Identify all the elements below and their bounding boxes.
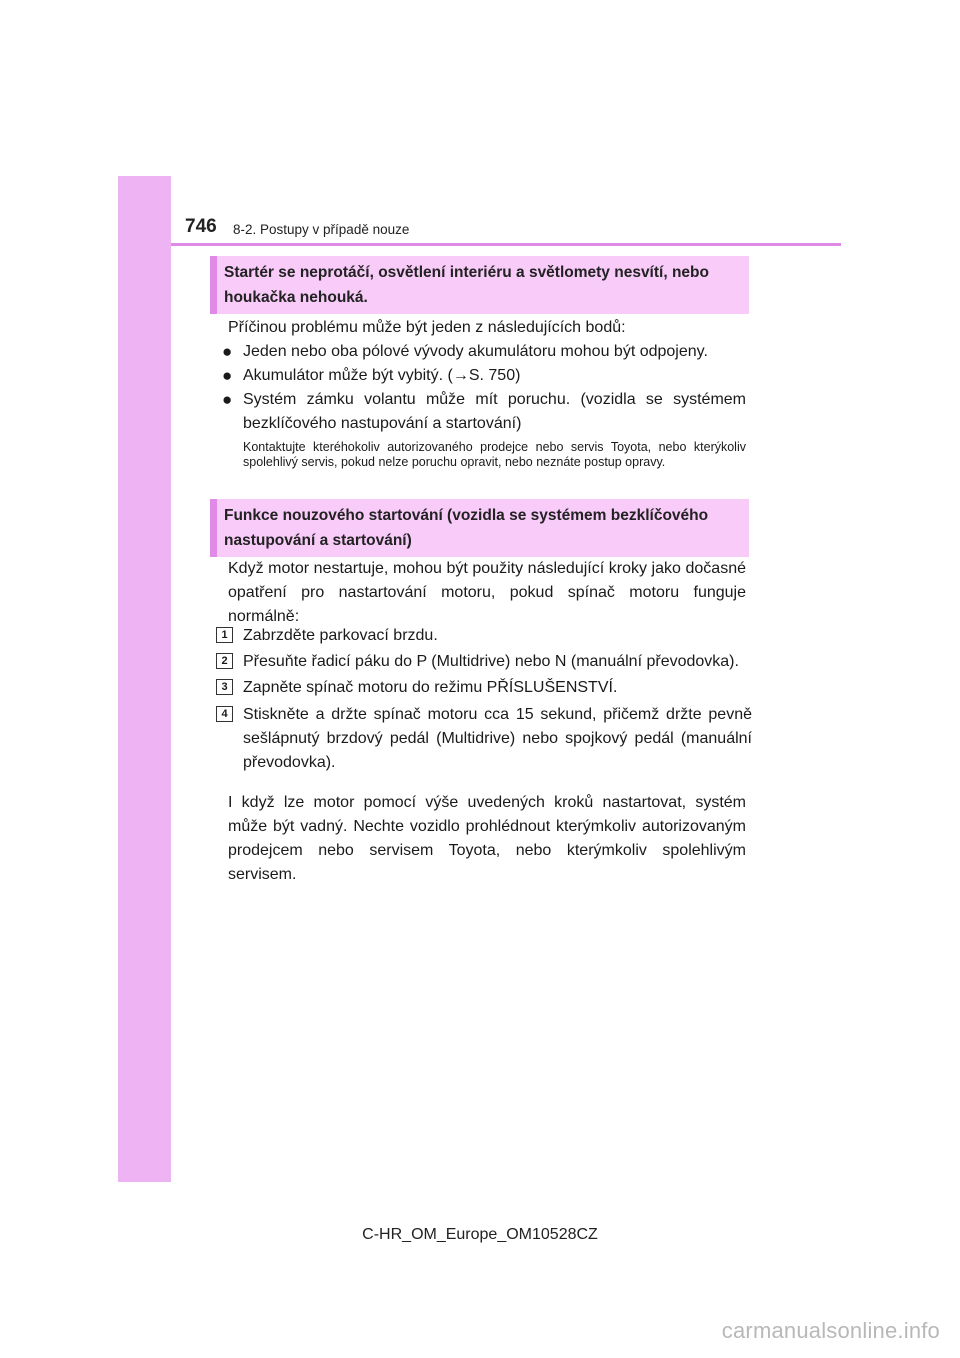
header-rule (171, 243, 841, 246)
bullet-icon: ● (222, 342, 233, 361)
note-text: Kontaktujte kteréhokoliv autorizovaného prodejce nebo servis Toyota, nebo kterýkoliv spolehlivý servis, pokud nelze poruchu opravit, nebo neznáte postup opravy. (243, 440, 746, 469)
section-title: 8-2. Postupy v případě nouze (233, 222, 410, 237)
step-text: Stiskněte a držte spínač motoru cca 15 sekund, přičemž držte pevně sešlápnutý brzdový pedál (Multidrive) nebo spojkový pedál (manuální převodovka). (243, 706, 752, 771)
bullet-text: Jeden nebo oba pólové vývody akumulátoru mohou být odpojeny. (243, 343, 708, 360)
document-code: C-HR_OM_Europe_OM10528CZ (362, 1226, 598, 1243)
step-item (216, 650, 752, 674)
step-item (216, 703, 752, 775)
intro-text: Když motor nestartuje, mohou být použity následující kroky jako dočasné opatření pro nastartování motoru, pokud spínač motoru funguje normálně: (228, 560, 746, 625)
chapter-side-tab (118, 176, 171, 1182)
page-number: 746 (185, 216, 217, 237)
step-number-badge: 2 (216, 653, 233, 669)
bullet-icon: ● (222, 390, 233, 409)
bullet-item (222, 364, 746, 388)
step-number-badge: 1 (216, 627, 233, 643)
bullet-text: Systém zámku volantu může mít poruchu. (vozidla se systémem bezklíčového nastupování a startování) (243, 391, 746, 432)
step-text: Zapněte spínač motoru do režimu PŘÍSLUŠENSTVÍ. (243, 679, 618, 696)
bullet-item (222, 340, 746, 364)
step-item (216, 676, 752, 700)
closing-text: I když lze motor pomocí výše uvedených kroků nastartovat, systém může být vadný. Nechte vozidlo prohlédnout kterýmkoliv autorizovaným prodejcem nebo servisem Toyota, nebo kterýmkoliv spolehlivým servisem. (228, 794, 746, 883)
watermark: carmanualsonline.info (721, 1318, 940, 1343)
step-item (216, 624, 752, 648)
step-text: Přesuňte řadicí páku do P (Multidrive) nebo N (manuální převodovka). (243, 653, 739, 670)
bullet-icon: ● (222, 366, 233, 385)
section-heading-starter: Startér se neprotáčí, osvětlení interiéru a světlomety nesvítí, nebo houkačka nehouká. (210, 256, 749, 314)
bullet-text: Akumulátor může být vybitý. (→S. 750) (243, 367, 521, 384)
step-text: Zabrzděte parkovací brzdu. (243, 627, 438, 644)
intro-text: Příčinou problému může být jeden z následujících bodů: (228, 319, 626, 336)
bullet-item (222, 388, 746, 436)
step-number-badge: 3 (216, 679, 233, 695)
step-number-badge: 4 (216, 706, 233, 722)
section-heading-emergency-start: Funkce nouzového startování (vozidla se systémem bezklíčového nastupování a startování) (210, 499, 749, 557)
